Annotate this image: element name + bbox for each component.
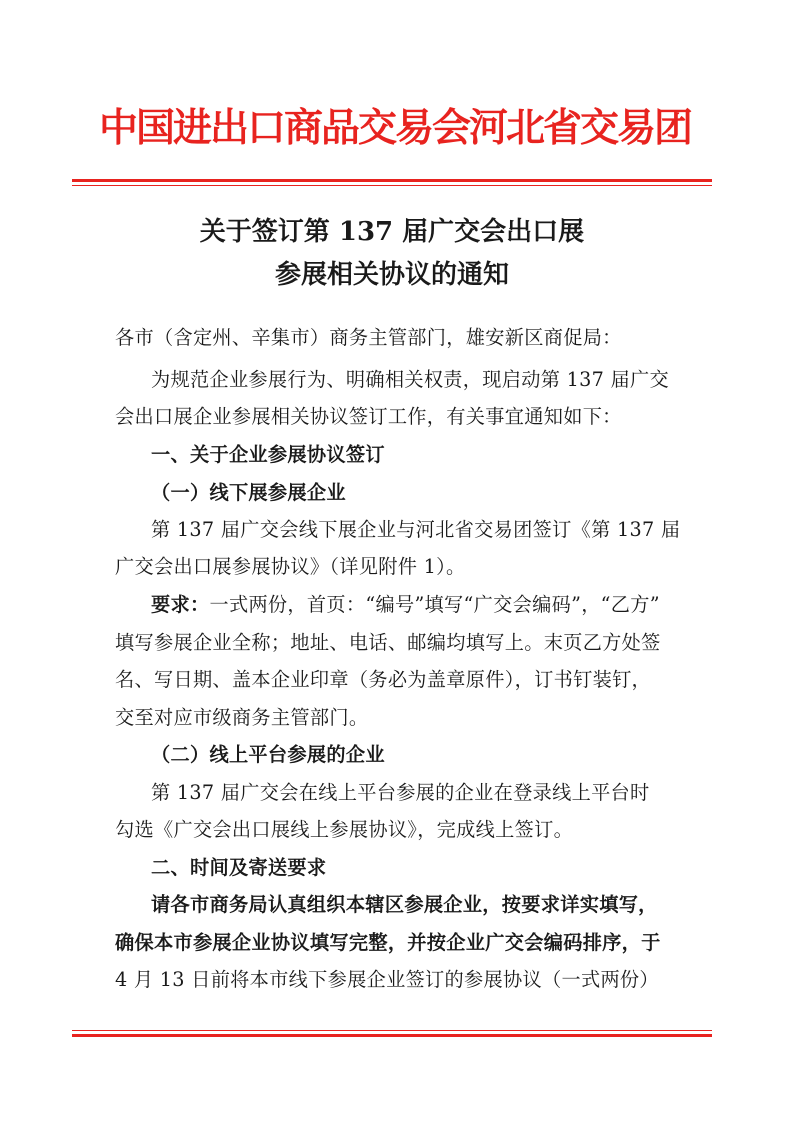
- section-2-body-line-2: 确保本市参展企业协议填写完整，并按企业广交会编码排序，于: [115, 931, 661, 954]
- requirement-line-1: [151, 590, 685, 619]
- section-1-sub-2-body-line-2: 勾选《广交会出口展线上参展协议》，完成线上签订。: [115, 818, 574, 841]
- letterhead-title: 中国进出口商品交易会河北省交易团: [98, 105, 691, 151]
- intro-line-1: 为规范企业参展行为、明确相关权责，现启动第 137 届广交: [151, 368, 670, 391]
- requirement-line-3: 名、写日期、盖本企业印章（务必为盖章原件），订书钉装钉，: [115, 668, 652, 691]
- letterhead-rule-thin: [72, 185, 712, 186]
- salutation: 各市（含定州、辛集市）商务主管部门，雄安新区商促局：: [115, 326, 622, 349]
- letterhead-rule-thick: [72, 179, 712, 182]
- section-1-sub-2-heading: （二）线上平台参展的企业: [151, 743, 385, 766]
- section-1-sub-1-body-line-2: 广交会出口展参展协议》（详见附件 1）。: [115, 555, 466, 578]
- footer-rule-thin: [72, 1030, 712, 1031]
- section-2-body-line-1: 请各市商务局认真组织本辖区参展企业，按要求详实填写，: [151, 893, 658, 916]
- document-title-line-2: 参展相关协议的通知: [274, 260, 509, 290]
- requirement-line-2: 填写参展企业全称；地址、电话、邮编均填写上。末页乙方处签: [115, 631, 661, 654]
- section-1-sub-1-body-line-1: 第 137 届广交会线下展企业与河北省交易团签订《第 137 届: [151, 518, 681, 541]
- section-2-heading: 二、时间及寄送要求: [151, 856, 327, 879]
- section-2-body-line-3: 4 月 13 日前将本市线下参展企业签订的参展协议（一式两份）: [115, 968, 659, 991]
- section-1-heading: 一、关于企业参展协议签订: [151, 443, 385, 466]
- requirement-text: 一式两份，首页：“编号”填写“广交会编码”，“乙方”: [209, 593, 660, 616]
- footer-rule-thick: [72, 1034, 712, 1037]
- requirement-line-4: 交至对应市级商务主管部门。: [115, 706, 369, 729]
- requirement-label: 要求：: [151, 593, 210, 616]
- section-1-sub-1-heading: （一）线下展参展企业: [151, 481, 346, 504]
- intro-line-2: 会出口展企业参展相关协议签订工作，有关事宜通知如下：: [115, 405, 622, 428]
- document-title-line-1: 关于签订第 137 届广交会出口展: [199, 217, 585, 247]
- section-1-sub-2-body-line-1: 第 137 届广交会在线上平台参展的企业在登录线上平台时: [151, 781, 650, 804]
